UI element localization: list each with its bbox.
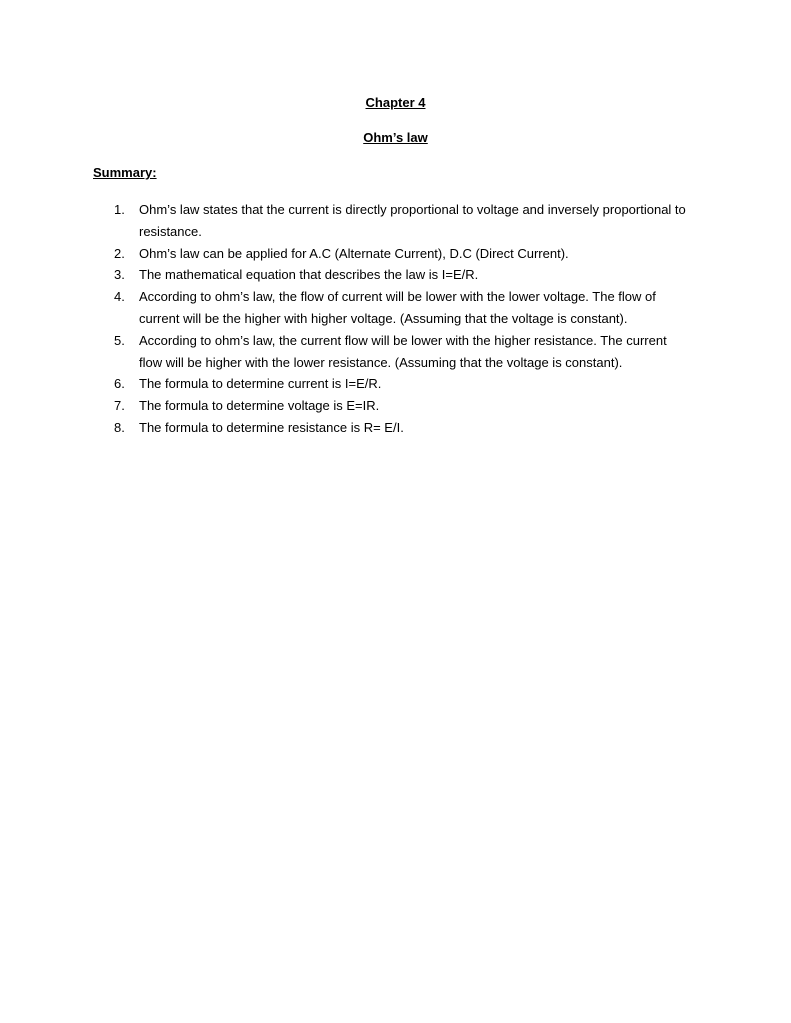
list-item bbox=[93, 373, 693, 395]
list-item-text: According to ohm’s law, the current flow will be lower with the higher resistance. The current flow will be higher with the lower resistance. (Assuming that the voltage is constant). bbox=[139, 332, 667, 370]
list-item bbox=[93, 330, 693, 374]
list-item bbox=[93, 417, 693, 439]
list-item-number: 6. bbox=[114, 376, 125, 392]
list-item-number: 1. bbox=[114, 202, 125, 217]
chapter-heading: Chapter 4 bbox=[365, 95, 426, 110]
list-item-number: 5. bbox=[114, 332, 125, 348]
summary-label: Summary: bbox=[93, 165, 157, 180]
list-item-text: The mathematical equation that describes the law is I=E/R. bbox=[139, 267, 479, 283]
list-item-number: 8. bbox=[114, 419, 125, 435]
list-item-text: The formula to determine current is I=E/R. bbox=[139, 376, 382, 392]
list-item bbox=[93, 395, 693, 417]
page-title: Ohm’s law bbox=[363, 130, 428, 145]
list-item-text: Ohm’s law states that the current is directly proportional to voltage and inversely proportional to resistance. bbox=[139, 202, 686, 239]
list-item-text: Ohm’s law can be applied for A.C (Alternate Current), D.C (Direct Current). bbox=[139, 245, 569, 261]
list-item-text: The formula to determine resistance is R= E/I. bbox=[139, 419, 404, 435]
list-item-number: 4. bbox=[114, 289, 125, 305]
list-item-number: 2. bbox=[114, 245, 125, 261]
list-item bbox=[93, 264, 693, 286]
list-item-number: 3. bbox=[114, 267, 125, 283]
list-item bbox=[93, 243, 693, 265]
list-item-text: According to ohm’s law, the flow of current will be lower with the lower voltage. The flow of current will be the higher with higher voltage. (Assuming that the voltage is constant). bbox=[139, 289, 656, 326]
list-item bbox=[93, 286, 693, 330]
list-item-text: The formula to determine voltage is E=IR. bbox=[139, 398, 380, 414]
summary-list bbox=[93, 199, 693, 439]
list-item bbox=[93, 199, 693, 243]
list-item-number: 7. bbox=[114, 398, 125, 414]
